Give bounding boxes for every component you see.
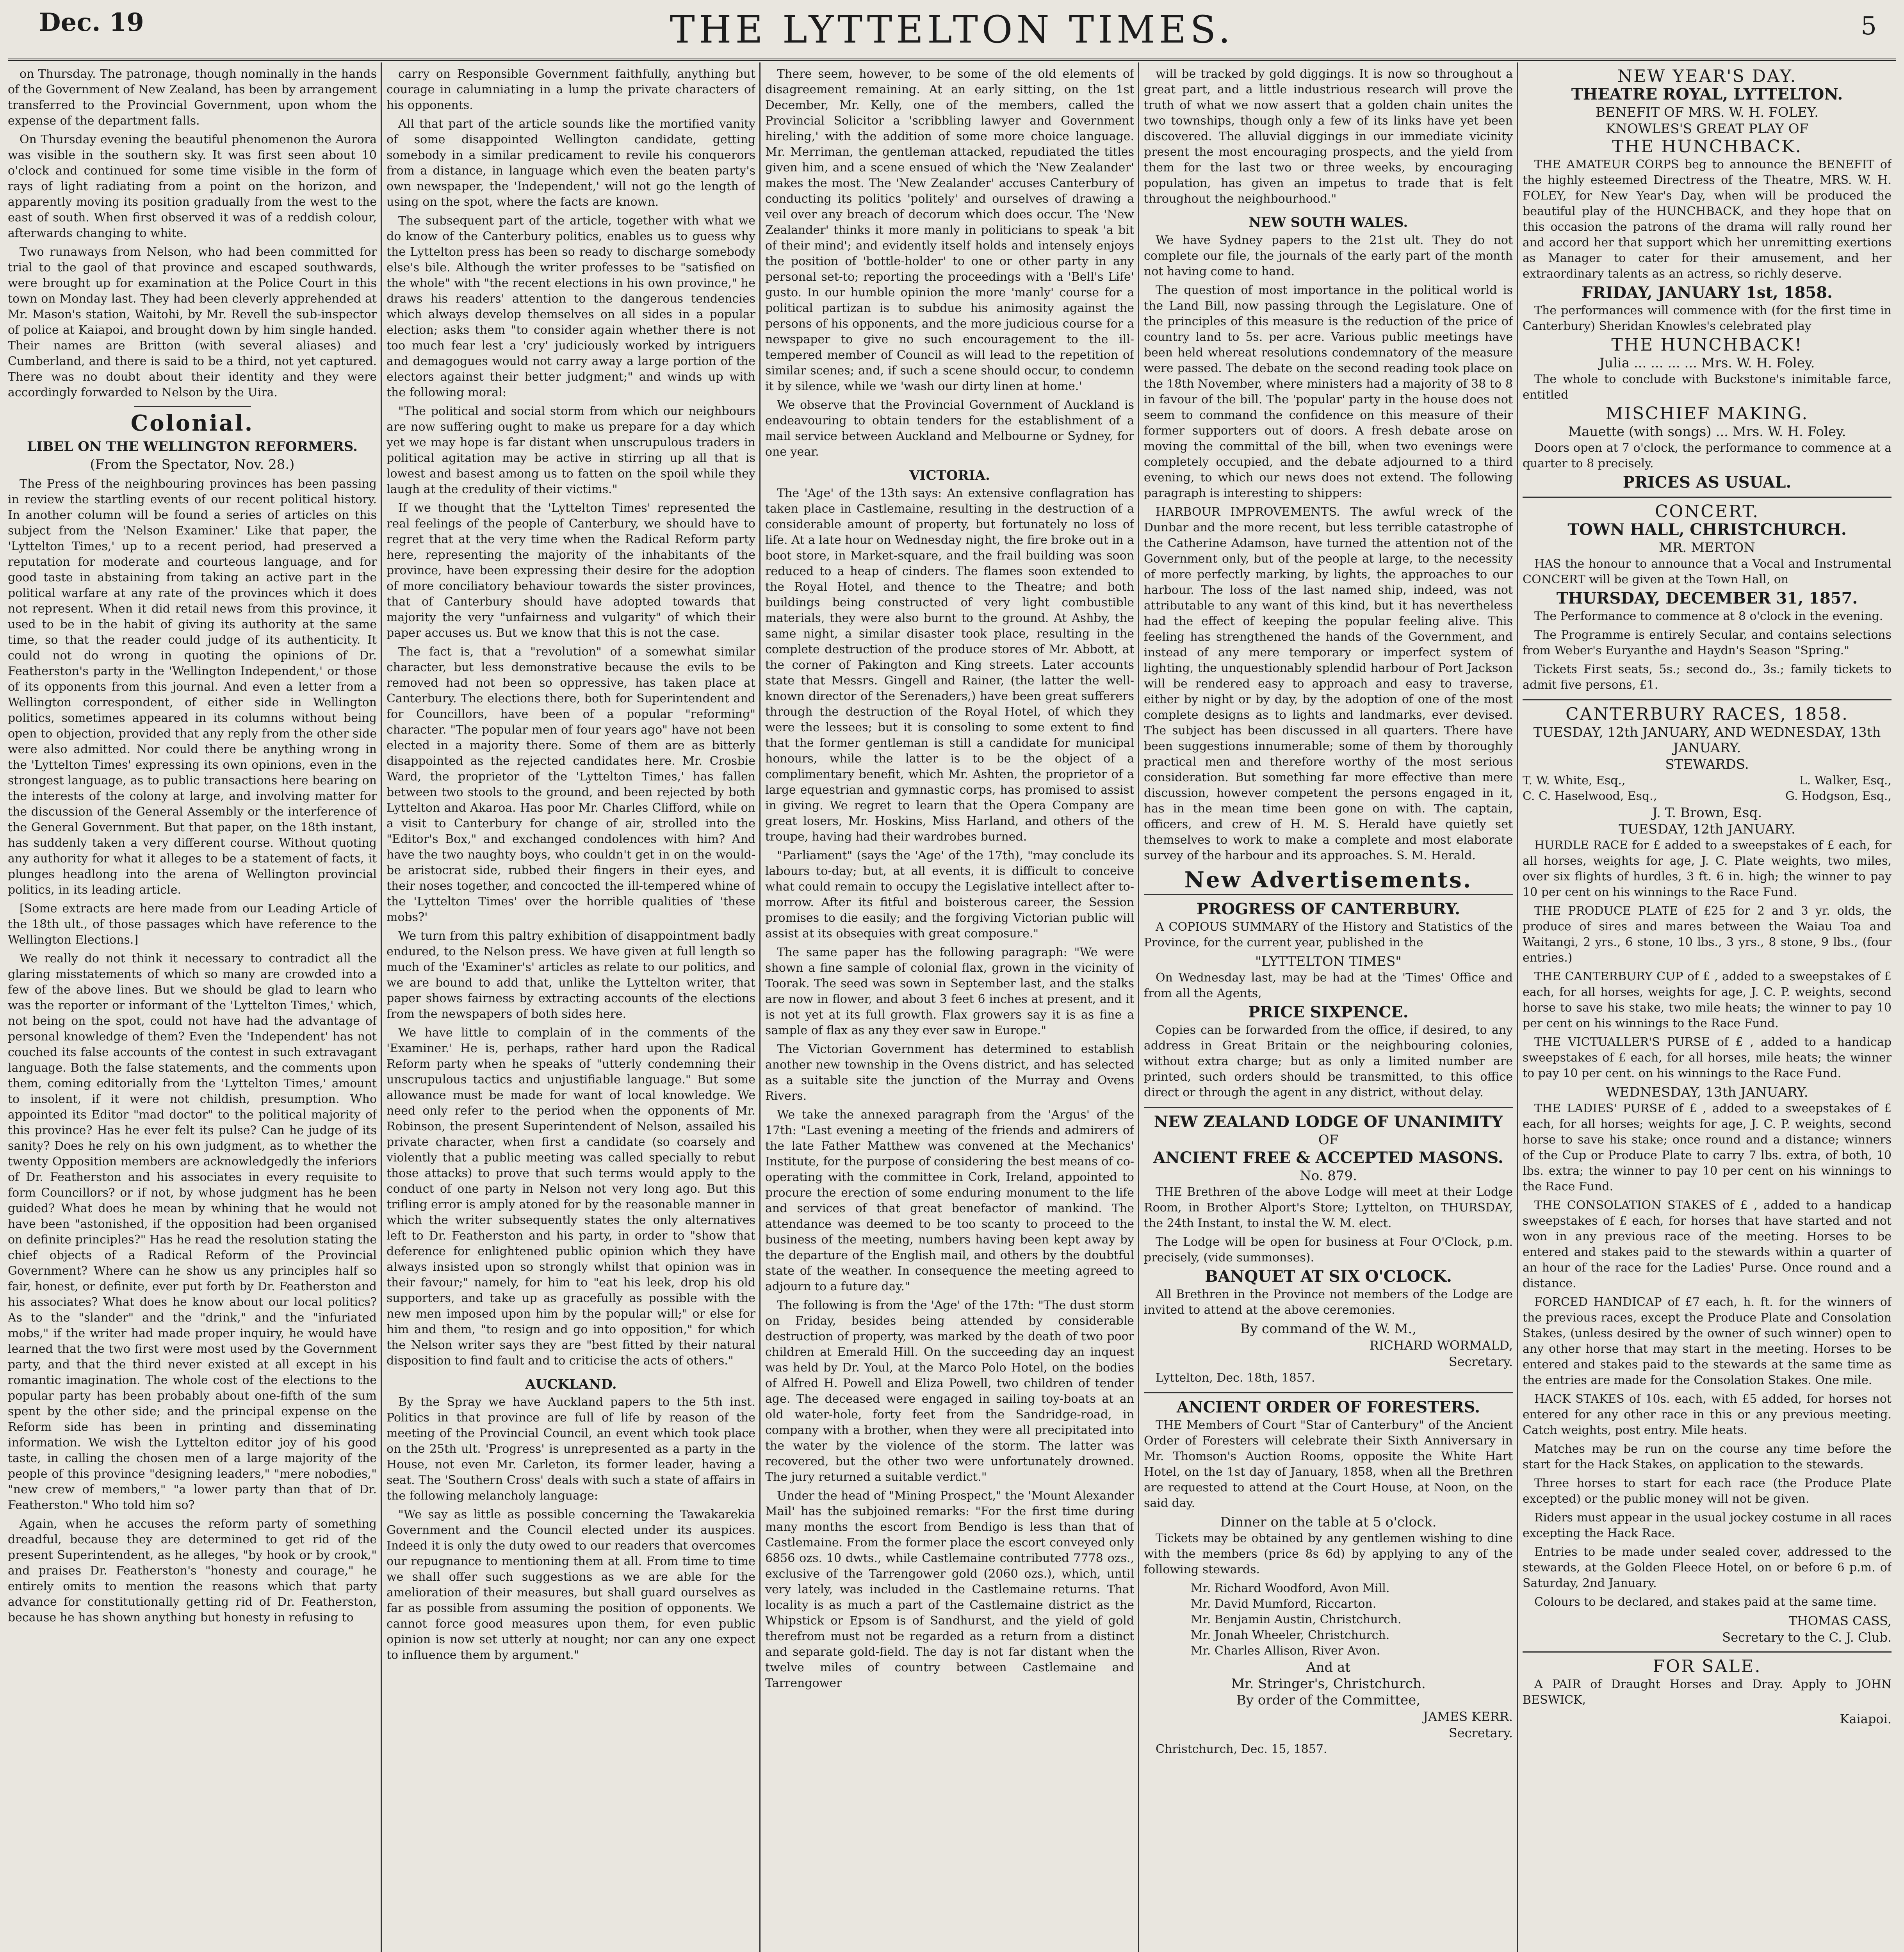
column-4 [1144,66,1513,1952]
advert-progress [1144,894,1513,1101]
advert-line: "LYTTELTON TIMES" [1255,954,1402,969]
advert-text: Doors open at 7 o'clock, the performance to commence at a quarter to 8 precisely. [1523,441,1892,470]
advert-line: BENEFIT OF MRS. W. H. FOLEY. [1596,105,1819,120]
advert-line: Mr. Stringer's, Christchurch. [1231,1676,1426,1692]
paragraph: The same paper has the following paragraph: "We were shown a fine sample of colonial flax, grown in the vicinity of Toorak. The seed was sown in September last, and the stalks are now in flower, and about 3 feet 6 inches at present, and it is not yet at its full growth. Flax growers say it is as fine a sample of flax as any they ever saw in Europe." [765,946,1134,1037]
paragraph: The following is from the 'Age' of the 17th: "The dust storm on Friday, besides being attended by considerable destruction of property, was marked by the death of two poor children at Emerald Hill. On the succeeding day an inquest was held by Dr. Youl, at the Marco Polo Hotel, on the bodies of Alfred H. Powell and Eliza Powell, two children of tender age. The deceased were engaged in sailing toy-boats at an old water-hole, forty feet from the Sandridge-road, in company with a brother, when they were all precipitated into the water by the violence of the storm. The latter was recovered, but the other two were unfortunately drowned. The jury returned a suitable verdict." [765,1298,1134,1484]
steward-name: J. T. Brown, Esq. [1652,805,1762,821]
advert-subheadline: ANCIENT FREE & ACCEPTED MASONS. [1153,1149,1503,1167]
paragraph: "We say as little as possible concerning the Tawakarekia Government and the Council elected under its auspices. Indeed it is only the duty owed to our readers that overcomes our repugnance to mentioning them at all. From time to time we shall offer such suggestions as we are able for the amelioration of their measures, but shall guard ourselves as far as possible from assuming the position of opponents. We cannot force good measures upon them, for even public opinion is now set utterly at nought; nor can any one expect to influence them by argument." [386,1508,755,1662]
paragraph: "The political and social storm from which our neighbours are now suffering ought to make us prepare for a day which yet we may hope is far distant when unscrupulous traders in political agitation may be active in stirring up all that is lowest and basest among us to fatten on the spoil while they laugh at the credulity of their victims." [386,404,755,496]
advert-line: PRICES AS USUAL. [1623,473,1792,492]
section-heading-nsw: NEW SOUTH WALES. [1249,215,1408,230]
advert-headline: THE HUNCHBACK! [1611,335,1803,355]
section-heading-victoria: VICTORIA. [909,468,990,483]
section-heading-colonial: Colonial. [130,410,254,436]
advert-text: The performances will commence with (for the first time in Canterbury) Sheridan Knowles's celebrated play [1523,304,1892,333]
advert-text: The Performance to commence at 8 o'clock in the evening. [1534,609,1883,623]
separator [134,406,251,407]
advert-line: OF [1318,1132,1339,1148]
section-heading-auckland: AUCKLAND. [525,1377,617,1392]
race-entry: THE VICTUALLER'S PURSE of £ , added to a handicap sweepstakes of £ each, for all horses, mile heats; the winner to pay 10 per cent. on his winnings to the Race Fund. [1523,1035,1892,1080]
advert-text: The Programme is entirely Secular, and contains selections from Weber's Euryanthe and Haydn's Season "Spring." [1523,628,1892,657]
paragraph: There seem, however, to be some of the old elements of disagreement remaining. At an early sitting, on the 1st December, Mr. Kelly, one of the members, called the Provincial Solicitor a 'scribbling lawyer and Government hireling,' with the addition of some more choice language. Mr. Merriman, the gentleman attacked, repudiated the titles given him, and a scene ensued of which the 'New Zealander' makes the most. The 'New Zealander' accuses Canterbury of conducting its politics 'politely' and ourselves of drawing a veil over any breach of decorum which does occur. The 'New Zealander' thinks it more manly in politicians to speak 'a bit of their mind'; and evidently itself holds and intensely enjoys the position of 'bottle-holder' to one or other party in any personal set-to; reporting the proceedings with a 'Bell's Life' gusto. In our humble opinion the more 'manly' course for a political partizan is to subdue his animosity against the persons of his opponents, and the more judicious course for a newspaper to give no such encouragement to the ill-tempered member of Council as will lead to the repetition of similar scenes; and, if such a scene should occur, to condemn it by silence, while we 'wash our dirty linen at home.' [765,67,1134,393]
steward-name: L. Walker, Esq., [1799,774,1892,787]
advert-line: Julia ... ... ... ... Mrs. W. H. Foley. [1599,355,1815,371]
advert-line: BANQUET AT SIX O'CLOCK. [1205,1267,1452,1286]
race-rule: Entries to be made under sealed cover, addressed to the stewards, at the Golden Fleece Hotel, on or before 6 p.m. of Saturday, 2nd January. [1523,1545,1892,1590]
advert-signature-title: Secretary to the C. J. Club. [1722,1630,1892,1645]
paragraph: "Parliament" (says the 'Age' of the 17th), "may conclude its labours to-day; but, at all events, it is difficult to conceive what could remain to occupy the Legislative intellect after to-morrow. After its fitful and boisterous career, the Session promises to die easily; and the forgiving Victorian public will assist at its obsequies with great composure." [765,849,1134,940]
paragraph: On Thursday evening the beautiful phenomenon the Aurora was visible in the southern sky. It was first seen about 10 o'clock and continued for some time visible in the form of rays of light radiating from a point on the horizon, and apparently moving its position gradually from the west to the east of south. When first observed it was of a reddish colour, afterwards changing to white. [8,133,377,240]
paragraph: The question of most importance in the political world is the Land Bill, now passing through the Legislature. One of the principles of this measure is the reduction of the price of country land to 5s. per acre. Various public meetings have been held whereat resolutions condemnatory of the measure were passed. The debate on the second reading took place on the 18th November, where ministers had a majority of 38 to 8 in favour of the bill. The 'popular' party in the house does not seem to command the confidence on this measure of their former supporters out of doors. A fresh debate arose on moving the committal of the bill, when two evenings were completely occupied, and the debate adjourned to a third evening, to which our news does not extend. The following paragraph is interesting to shippers: [1144,283,1513,500]
list-item: Mr. Charles Allison, River Avon. [1191,1644,1380,1658]
column-divider [381,62,382,1952]
advert-line: Mauette (with songs) ... Mrs. W. H. Foley. [1568,424,1846,440]
advert-signature: THOMAS CASS, [1788,1614,1892,1628]
advert-subheadline: TOWN HALL, CHRISTCHURCH. [1567,520,1847,539]
list-item: Mr. Benjamin Austin, Christchurch. [1191,1613,1402,1626]
paragraph: We have little to complain of in the comments of the 'Examiner.' He is, perhaps, rather hard upon the Radical Reform party when he speaks of "utterly condemning their unscrupulous tactics and unjustifiable language." But some allowance must be made for want of local knowledge. We need only refer to the period when the opponents of Mr. Robinson, the present Superintendent of Nelson, assailed his private character, when first a candidate (so coarsely and violently that a public meeting was called specially to rebut those attacks) to prove that such terms would apply to the conduct of one party in Nelson not very long ago. But this trifling error is amply atoned for by the reasonable manner in which the writer subsequently states the only alternatives left to Dr. Featherston and his party, in order to "show that deference for enlightened public opinion which they have always insisted upon so strongly whilst that opinion was in their favour;" namely, for him to "eat his leek, drop his old supporters, and take up as gracefully as possible with the new men imposed upon him by the popular will;" or else for him and them, "to resign and go into opposition," for which the Nelson writer says they are "best fitted by their natural disposition to find fault and to criticise the acts of others." [386,1026,755,1368]
paragraph: The Victorian Government has determined to establish another new township in the Ovens district, and has selected as a suitable site the junction of the Murray and Ovens Rivers. [765,1042,1134,1103]
advert-line: By command of the W. M., [1240,1321,1417,1337]
paragraph: Under the head of "Mining Prospect," the 'Mount Alexander Mail' has the subjoined remarks: "For the first time during many months the escort from Bendigo is less than that of Castlemaine. From the former place the escort conveyed only 6856 ozs. 10 dwts., while Castlemaine contributed 7778 ozs., exclusive of the Tarrengower gold (2060 ozs.), which, until very lately, was included in the Castlemaine returns. That locality is as much a part of the Castlemaine district as the Whipstick or Epsom is of Sandhurst, and the yield of gold therefrom must not be regarded as a return from a distinct and separate gold-field. The day is not far distant when the twelve miles of country between Castlemaine and Tarrengower [765,1489,1134,1690]
advert-date: Christchurch, Dec. 15, 1857. [1156,1742,1327,1756]
stewards-row [1523,789,1892,804]
paragraph: carry on Responsible Government faithfully, anything but courage in calumniating in a lump the private characters of his opponents. [386,67,755,112]
newspaper-title: THE LYTTELTON TIMES. [670,8,1234,52]
paragraph: We take the annexed paragraph from the 'Argus' of the 17th: "Last evening a meeting of the friends and admirers of the late Father Matthew was convened at the Mechanics' Institute, for the purpose of considering the best means of co-operating with the committee in Cork, Ireland, appointed to procure the erection of some enduring monument to the life and services of that great benefactor of mankind. The attendance was deemed to be too scanty to proceed to the business of the meeting, numbers having been kept away by the departure of the English mail, and others by the doubtful state of the weather. In consequence the meeting agreed to adjourn to a future day." [765,1108,1134,1293]
column-1 [8,66,377,1952]
advert-line: MR. MERTON [1659,540,1755,556]
list-item: Mr. Richard Woodford, Avon Mill. [1191,1582,1390,1595]
stewards-row [1523,773,1892,789]
column-divider [759,62,761,1952]
advert-text: A PAIR of Draught Horses and Dray. Apply to JOHN BESWICK, [1523,1678,1892,1707]
paragraph: HARBOUR IMPROVEMENTS. The awful wreck of the Dunbar and the more recent, but less terrible catastrophe of the Catherine Adamson, have turned the attention not of the Government only, but of the people at large, to the necessity of more perfectly marking, by lights, the approaches to our harbour. The loss of the last named ship, indeed, was not attributable to any want of this kind, but it has nevertheless had the effect of keeping the popular feeling alive. This feeling has strengthened the hands of the Government, and instead of any mere temporary or imperfect system of lighting, the unquestionably splendid harbour of Port Jackson will be rendered easy to approach and easy to traverse, either by night or by day, by the adoption of one of the most complete designs as to lights and landmarks, ever devised. The subject has been discussed in all quarters. There have been suggestions innumerable; some of them by thoroughly practical men and therefore worthy of the most serious consideration. But something far more effective than mere discussion, however competent the persons engaged in it, has in the mean time been gone on with. The captain, officers, and crew of H. M. S. Herald have quietly set themselves to work to make a complete and most elaborate survey of the harbour and its approaches. S. M. Herald. [1144,505,1513,862]
race-day-heading: TUESDAY, 12th JANUARY. [1619,821,1795,837]
advert-text: THE AMATEUR CORPS beg to announce the BENEFIT of the highly esteemed Directress of the Theatre, MRS. W. H. FOLEY, for New Year's Day, when will be produced the beautiful play of the HUNCHBACK, and they hope that on this occasion the patrons of the drama will rally round her and accord her that support which her unremitting exertions as Manager to cater for their amusement, and her extraordinary talents as an actress, so richly deserve. [1523,158,1892,281]
column-divider [1138,62,1139,1952]
advert-headline: PROGRESS OF CANTERBURY. [1197,900,1460,918]
advert-date: Lyttelton, Dec. 18th, 1857. [1156,1371,1315,1385]
race-rule: Matches may be run on the course any time before the start for the Hack Stakes, on application to the stewards. [1523,1442,1892,1471]
advert-headline: NEW ZEALAND LODGE OF UNANIMITY [1154,1113,1503,1131]
advert-foresters [1144,1392,1513,1757]
paragraph: The subsequent part of the article, together with what we do know of the Canterbury politics, enables us to guess why the Lyttelton press has been so ready to discharge somebody else's bile. Although the writer professes to be "satisfied on the whole" with "the recent elections in his own province," he draws his readers' attention to the dangerous tendencies which always develop themselves on all sides in a popular election; asks them "to consider again whether there is not too much fear lest a 'cry' judiciously worked by intriguers and demagogues would not carry away a large portion of the electors against their better judgment;" and winds up with the following moral: [386,214,755,399]
race-entry: THE CANTERBURY CUP of £ , added to a sweepstakes of £ each, for all horses, weights for age, J. C. P. weights, second horse to save his stake, two mile heats; the winner to pay 10 per cent on his winnings to the Race Fund. [1523,970,1892,1030]
stewards-list [1191,1581,1513,1659]
column-3 [765,66,1134,1952]
paragraph: Two runaways from Nelson, who had been committed for trial to the gaol of that province and escaped southwards, were brought up for examination at the Police Court in this town on Monday last. They had been cleverly apprehended at Mr. Mason's station, Waitohi, by Mr. Revell the sub-inspector of police at Kaiapoi, and brought down by him single handed. Their names are Britton (with several aliases) and Cumberland, and there is said to be a third, not yet captured. There was no doubt about their identity and they were accordingly forwarded to Nelson by the Uira. [8,245,377,399]
advert-signature-title: Secretary. [1448,1354,1513,1369]
article-source: (From the Spectator, Nov. 28.) [90,457,295,472]
advert-headline: CANTERBURY RACES, 1858. [1566,704,1849,724]
list-item: Mr. David Mumford, Riccarton. [1191,1597,1377,1611]
advert-signature: JAMES KERR. [1423,1709,1513,1724]
masthead [0,0,1904,62]
advert-text: All Brethren in the Province not members of the Lodge are invited to attend at the above ceremonies. [1144,1288,1513,1317]
paragraph: We have Sydney papers to the 21st ult. They do not complete our file, the journals of the early part of the month not having come to hand. [1144,233,1513,278]
article-headline: LIBEL ON THE WELLINGTON REFORMERS. [27,439,358,454]
paragraph: will be tracked by gold diggings. It is now so throughout a great part, and a little industrious research will prove the truth of what we now assert that a golden chain unites the two townships, though only a few of its links have yet been discovered. The alluvial diggings in our immediate vicinity present the most encouraging prospects, and the yield from them for the last two or three weeks, by encouraging population, has given an impetus to trade that is felt throughout the neighbourhood." [1144,67,1513,206]
race-day-heading: WEDNESDAY, 13th JANUARY. [1606,1085,1808,1100]
advert-signature-title: Secretary. [1448,1726,1513,1740]
race-entry: THE PRODUCE PLATE of £25 for 2 and 3 yr. olds, the produce of sires and mares between the Waiau Toa and Waitangi, 2 yrs., 6 stone, 10 lbs., 3 yrs., 8 stone, 9 lbs., (four entries.) [1523,904,1892,965]
steward-name: T. W. White, Esq., [1523,774,1626,787]
paragraph: We turn from this paltry exhibition of disappointment badly endured, to the Nelson press. We have given at full length so much of the 'Examiner's' articles as relate to our politics, and we are bound to add that, unlike the Lyttelton writer, that paper shows fairness by extracting accounts of the elections from the newspapers of both sides here. [386,929,755,1021]
paragraph: Again, when he accuses the reform party of something dreadful, because they are determined to get rid of the present Superintendent, as he alleges, "by hook or by crook," and praises Dr. Featherston's "honesty and courage," he entirely omits to mention the reasons which that party advance for constitutionally getting rid of Dr. Featherston, because he has shown anything but honesty in refusing to [8,1517,377,1624]
advert-price: PRICE SIXPENCE. [1248,1003,1409,1021]
advert-text: On Wednesday last, may be had at the 'Times' Office and from all the Agents, [1144,971,1513,1000]
advert-location: Kaiapoi. [1840,1712,1892,1726]
race-entry: THE CONSOLATION STAKES of £ , added to a handicap sweepstakes of £ each, for horses that have started and not won in any previous race of the meeting. Horses to be entered and stakes paid to the stewards within a quarter of an hour of the race for the Ladies' Purse. Once round and a distance. [1523,1199,1892,1290]
steward-name: G. Hodgson, Esq., [1785,789,1892,803]
paragraph: By the Spray we have Auckland papers to the 5th inst. Politics in that province are full of life by reason of the meeting of the Provincial Council, an event which took place on the 25th ult. 'Progress' is unrepresented as a party in the House, not even Mr. Carleton, its former leader, having a seat. The 'Southern Cross' deals with such a state of affairs in the following melancholy language: [386,1395,755,1503]
advert-date: FRIDAY, JANUARY 1st, 1858. [1582,283,1833,302]
race-rule: Colours to be declared, and stakes paid at the same time. [1534,1595,1877,1609]
paragraph: [Some extracts are here made from our Leading Article of the 18th ult., of those passages which have reference to the Wellington Elections.] [8,902,377,947]
paragraph: on Thursday. The patronage, though nominally in the hands of the Government of New Zealand, has been by arrangement transferred to the Provincial Government, upon whom the expense of the department falls. [8,67,377,128]
race-rule: Riders must appear in the usual jockey costume in all races excepting the Hack Race. [1523,1511,1892,1540]
paragraph: The fact is, that a "revolution" of a somewhat similar character, but less demonstrative because the evils to be removed had not been so oppressive, has taken place at Canterbury. The elections there, both for Superintendent and for Councillors, have been of a popular "reforming" character. "The popular men of four years ago" have not been elected in a majority there. Some of them are as bitterly disappointed as the rejected candidates here. Mr. Crosbie Ward, the proprietor of the 'Lyttelton Times,' has fallen between two stools to the ground, and been rejected by both Lyttelton and Akaroa. Has poor Mr. Charles Clifford, while on a visit to Canterbury for change of air, strolled into the "Editor's Box," and exchanged condolences with him? And have the two naughty boys, who couldn't get in on the would-be aristocrat side, rubbed their fingers in their eyes, and their noses together, and concocted the ill-tempered whine of the 'Lyttelton Times' over the horrible qualities of 'these mobs?' [386,645,755,924]
column-2 [386,66,755,1952]
advert-text: A COPIOUS SUMMARY of the History and Statistics of the Province, for the current year, published in the [1144,920,1513,949]
advert-line: KNOWLES'S GREAT PLAY OF [1605,121,1809,137]
advert-text: Tickets may be obtained by any gentlemen wishing to dine with the members (price 8s 6d) by applying to any of the following stewards. [1144,1532,1513,1576]
race-entry: HACK STAKES of 10s. each, with £5 added, for horses not entered for any other race in this or any previous meeting. Catch weights, post entry. Mile heats. [1523,1392,1892,1437]
paragraph: We observe that the Provincial Government of Auckland is endeavouring to obtain tenders for the establishment of a mail service between Auckland and Melbourne or Sydney, for one year. [765,398,1134,459]
advert-text: Copies can be forwarded from the office, if desired, to any address in Great Britain or the neighbouring colonies, without extra charge; but as only a limited number are printed, such orders should be transmitted, to this office direct or through the agent in any district, without delay. [1144,1023,1513,1099]
steward-name: C. C. Haselwood, Esq., [1523,789,1657,803]
advert-line: No. 879. [1300,1168,1357,1184]
issue-date: Dec. 19 [39,8,144,37]
advert-line: By order of the Committee, [1236,1692,1421,1708]
race-entry: THE LADIES' PURSE of £ , added to a sweepstakes of £ each, for all horses; weights for age, J. C. P. weights, second horse to save his stake; once round and a distance; winners of the Cup or Produce Plate to carry 7 lbs. extra, of both, 10 lbs. extra; the winner to pay 10 per cent on his winnings to the Race Fund. [1523,1102,1892,1193]
column-5 [1523,66,1892,1952]
paragraph: The 'Age' of the 13th says: An extensive conflagration has taken place in Castlemaine, resulting in the destruction of a considerable amount of property, but fortunately no loss of life. At a late hour on Wednesday night, the fire broke out in a boot store, in Market-square, and the frail building was soon reduced to a heap of cinders. The flames soon extended to the Royal Hotel, and thence to the Theatre; and both buildings being constructed of very light combustible materials, they were also burnt to the ground. At Ashby, the same night, a similar disaster took place, resulting in the complete destruction of the produce stores of Mr. Abbott, at the corner of Pakington and King streets. Later accounts state that Messrs. Gingell and Rainer, (the latter the well-known director of the Serenaders,) have been great sufferers through the destruction of the Royal Hotel, of which they were the lessees; but it is consoling to some extent to find that the former gentleman is still a candidate for municipal honours, while the latter is to be the object of a complimentary benefit, which Mr. Ashten, the proprietor of a large equestrian and gymnastic corps, has promised to assist in giving. We regret to learn that the Opera Company are great losers, Mr. Hoskins, Miss Harland, and others of the troupe, having had their wardrobes burned. [765,486,1134,844]
advert-text: HAS the honour to announce that a Vocal and Instrumental CONCERT will be given at the Town Hall, on [1523,557,1892,586]
advert-text: THE Brethren of the above Lodge will meet at their Lodge Room, in Brother Alport's Store; Lyttelton, on THURSDAY, the 24th Instant, to instal the W. M. elect. [1144,1185,1513,1230]
list-item: Mr. Jonah Wheeler, Christchurch. [1191,1628,1390,1642]
advert-concert [1523,497,1892,693]
advert-line: Dinner on the table at 5 o'clock. [1220,1514,1437,1530]
advert-for-sale [1523,1651,1892,1727]
advert-text: THE Members of Court "Star of Canterbury" of the Ancient Order of Foresters will celebrate their Sixth Anniversary in Mr. Thomson's Auction Rooms, opposite the White Hart Hotel, on the 1st day of January, 1858, when all the Brethren are requested to attend at the Court House, at Noon, on the said day. [1144,1418,1513,1510]
advert-headline: THE HUNCHBACK. [1612,137,1802,157]
advert-line: TUESDAY, 12th JANUARY, AND WEDNESDAY, 13th JANUARY. [1533,725,1881,756]
advert-subheadline: THEATRE ROYAL, LYTTELTON. [1571,85,1843,103]
masthead-rule [8,59,1896,61]
advert-text: The Lodge will be open for business at Four O'Clock, p.m. precisely, (vide summonses). [1144,1235,1513,1265]
paragraph: The Press of the neighbouring provinces has been passing in review the startling events of our recent political history. In another column will be found a series of articles on this subject from the 'Nelson Examiner.' Like that paper, the 'Lyttelton Times,' up to a recent period, had preserved a reputation for moderate and courteous language, and for good taste in abstaining from taking an active part in the political warfare at any rate of the provinces which it does not represent. When it did retail news from this province, it used to be in the habit of giving its authority at the same time, so that the reader could judge of its authenticity. It could not do wrong in quoting the opinions of Dr. Featherston's party in the 'Wellington Independent,' or those of its opponents from this journal. And even a letter from a Wellington correspondent, of either side in Wellington politics, sometimes appeared in its columns without being open to objection, provided that any reply from the other side were also admitted. Nor could there be anything wrong in the 'Lyttelton Times' expressing its own opinions, even in the strongest language, as to public transactions here bearing on the interests of the colony at large, and involving matter for the discussion of the General Assembly or the interference of the General Government. But that paper, on the 18th instant, has suddenly taken a very different course. Without quoting any authority for what it alleges to be a statement of facts, it plunges headlong into the arena of Wellington provincial politics, in its leading article. [8,477,377,897]
paragraph: If we thought that the 'Lyttelton Times' represented the real feelings of the people of Canterbury, we should have to regret that at the very time when the Radical Reform party here, representing the majority of the inhabitants of the province, have been expressing their desire for the adoption of more conciliatory behaviour towards the sister provinces, that of Canterbury should have adopted towards that majority the very "unfairness and vulgarity" of which their paper accuses us. But we know that this is not the case. [386,501,755,640]
advert-text: Tickets First seats, 5s.; second do., 3s.; family tickets to admit five persons, £1. [1523,663,1892,692]
advert-text: The whole to conclude with Buckstone's inimitable farce, entitled [1523,372,1892,402]
race-entry: FORCED HANDICAP of £7 each, h. ft. for the winners of the previous races, except the Produce Plate and Consolation Stakes, (unless desired by the owner of such winner) open to any other horse that may start in the meeting. Horses to be entered and stakes paid to the stewards at the same time as the entries are made for the Consolation Stakes. One mile. [1523,1295,1892,1387]
advert-races [1523,699,1892,1645]
page-number: 5 [1861,12,1877,41]
advert-lodge [1144,1107,1513,1386]
advert-signature: RICHARD WORMALD, [1369,1338,1513,1353]
advert-headline: NEW YEAR'S DAY. [1617,66,1797,86]
race-entry: HURDLE RACE for £ added to a sweepstakes of £ each, for all horses, weights for age, J. C. Plate weights, two miles, over six flights of hurdles, 3 ft. 6 in. high; the winner to pay 10 per cent on his winnings to the Race Fund. [1523,839,1892,899]
race-rule: Three horses to start for each race (the Produce Plate excepted) or the public money will not be given. [1523,1476,1892,1506]
section-heading-new-advertisements: New Advertisements. [1184,867,1473,893]
advert-headline: MISCHIEF MAKING. [1605,404,1809,424]
column-divider [1517,62,1518,1952]
advert-headline: CONCERT. [1655,502,1760,522]
advert-headline: FOR SALE. [1653,1656,1762,1676]
advert-date: THURSDAY, DECEMBER 31, 1857. [1556,589,1858,607]
advert-line: And at [1306,1660,1350,1675]
paragraph: All that part of the article sounds like the mortified vanity of some disappointed Wellington candidate, getting somebody in a similar predicament to revile his conquerors from a distance, in language which even the beaten party's own newspaper, the 'Independent,' will not go the length of using on the spot, where the facts are known. [386,117,755,209]
paragraph: We really do not think it necessary to contradict all the glaring misstatements of which so many are crowded into a few of the above lines. But we should be glad to learn who was the reporter or informant of the 'Lyttelton Times,' which, not being on the spot, could not have had the advantage of personal knowledge of them? Even the 'Independent' has not couched its false accounts of the contest in such extravagant language. Both the false statements, and the comments upon them, coming editorially from the 'Lyttelton Times,' amount to insolent, if it were not childish, presumption. Who appointed its Editor "mad doctor" to the political majority of this province? Has he ever felt its pulse? Can he judge of its sanity? Does he rely on his own judgment, as to whether the twenty Opposition members are acknowledgedly the inferiors of Dr. Featherston and his associates in every requisite to form Councillors? or if not, by whose judgment has he been guided? What does he mean by whining that he would not have been "astonished, if the opposition had been organised on definite principles?" Has he read the resolution stating the chief objects of a Radical Reform of the Provincial Government? Where can he show us any principles half so fair, honest, or definite, ever put forth by Dr. Featherston and his associates? What does he know about our local politics? As to the "slander" and the "drink," and the "infuriated mobs," if the writer had made proper inquiry, he would have learned that the two first were most used by the Government party, and that the third never existed at all except in his romantic imagination. The whole cost of the elections to the popular party has been probably about one-fifth of the sum spent by the other side; and the principal expense on the Reform side has been in printing and disseminating information. We wish the Lyttelton editor joy of his good taste, in calling the chosen men of a large majority of the people of this province "designing leaders," "mere nobodies," "new crew of members," "a lower party than that of Dr. Featherston." Who told him so? [8,952,377,1512]
advert-line: STEWARDS. [1665,757,1749,772]
advert-headline: ANCIENT ORDER OF FORESTERS. [1176,1398,1480,1416]
